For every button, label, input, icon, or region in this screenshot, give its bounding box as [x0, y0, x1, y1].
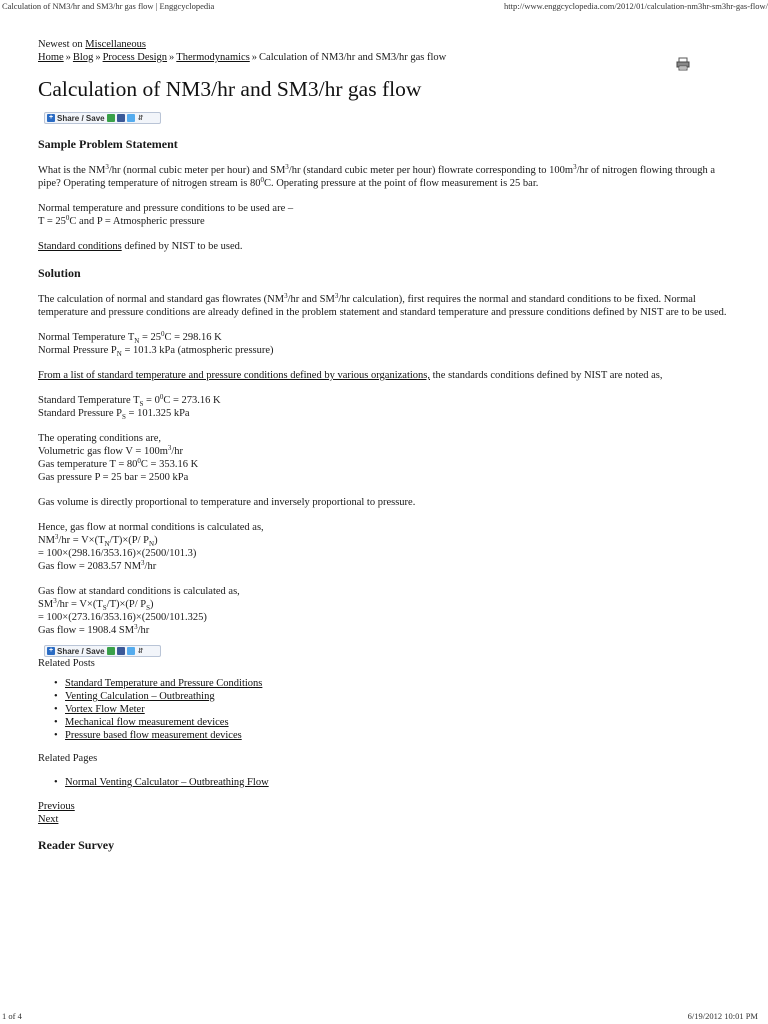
stp-list-link[interactable]: From a list of standard temperature and pressure conditions defined by various organizations, — [38, 370, 430, 381]
print-footer — [0, 1010, 768, 1024]
newest-category-link[interactable]: Miscellaneous — [85, 39, 146, 50]
related-post-link[interactable]: Standard Temperature and Pressure Conditions — [65, 678, 263, 689]
chevron-updown-icon[interactable]: ⇵ — [137, 114, 144, 122]
previous-link[interactable]: Previous — [38, 801, 75, 812]
breadcrumb-home[interactable]: Home — [38, 52, 64, 63]
share-plus-icon: + — [48, 114, 54, 121]
related-page-link[interactable]: Normal Venting Calculator – Outbreathing Flow — [65, 777, 269, 788]
reader-survey-heading: Reader Survey — [38, 838, 115, 852]
list-item — [59, 677, 738, 690]
related-pages-label: Related Pages — [38, 753, 98, 764]
share-plus-icon: + — [48, 647, 54, 654]
list-item — [59, 690, 738, 703]
breadcrumb-blog[interactable]: Blog — [72, 52, 94, 63]
standard-flow-calc: Gas flow at standard conditions is calculated as, $SM^3/hr = V\times(T_S/T)\times(P/$ $P_S$) = 100×(273.16/353.16)×(2500/101.325) Gas flow = 1908.4 $SM^3/hr$ — [38, 586, 240, 636]
twitter-icon[interactable] — [127, 114, 135, 122]
article — [38, 38, 738, 853]
print-timestamp: 6/19/2012 10:01 PM — [687, 1011, 758, 1021]
standard-conditions-link[interactable]: Standard conditions — [38, 241, 122, 252]
standard-conditions-note: Standard conditions defined by NIST to be used. — [38, 241, 243, 252]
chevron-updown-icon[interactable]: ⇵ — [137, 647, 144, 655]
related-posts-list — [38, 677, 738, 742]
normal-values: Normal Temperature $T_N = 25^0C = 298.16$ K Normal Pressure $P_N = 101.3$ kPa (atmospheric pressure) — [38, 330, 274, 358]
post-navigation — [38, 800, 738, 826]
breadcrumb-current: Calculation of NM3/hr and SM3/hr gas flow — [259, 52, 447, 63]
related-post-link[interactable]: Mechanical flow measurement devices — [65, 717, 229, 728]
breadcrumb-separator: » — [95, 52, 101, 63]
newest-prefix: Newest on — [38, 39, 86, 50]
breadcrumb-separator: » — [169, 52, 175, 63]
normal-flow-calc: Hence, gas flow at normal conditions is calculated as, $NM^3/hr = V\times(T_N/T)\times(P/$ $P_N$) = 100×(298.16/353.16)×(2500/101.3) Gas flow = 2083.57 $NM^3/hr$ — [38, 522, 264, 572]
share-green-icon[interactable] — [107, 114, 115, 122]
next-link[interactable]: Next — [38, 814, 59, 825]
breadcrumb-separator: » — [65, 52, 71, 63]
share-save-button-bottom[interactable] — [44, 645, 161, 657]
proportionality-note: Gas volume is directly proportional to temperature and inversely proportional to pressure. — [38, 497, 416, 508]
problem-question: What is the $NM^3/hr$ (normal cubic meter per hour) and $SM^3/hr$ (standard cubic meter per hour) flowrate corresponding to $100m^3/hr$ of nitrogen flowing through a pipe? Operating temperature of nitrogen stream is $80^0C$. Operating pressure at the point of flow measurement is 25 bar. — [38, 163, 716, 189]
standard-values: Standard Temperature $T_S = 0^0C = 273.16$ K Standard Pressure $P_S = 101.325$ kPa — [38, 393, 221, 421]
solution-intro: The calculation of normal and standard gas flowrates ($NM^3/hr$ and $SM^3/hr$ calculation), first requires the normal and standard conditions to be fixed. Normal temperature and pressure conditions are already defined in the problem statement and standard temperature and pressure conditions defined by NIST are to be used. — [38, 292, 727, 318]
share-green-icon[interactable] — [107, 647, 115, 655]
print-header-url: http://www.enggcyclopedia.com/2012/01/calculation-nm3hr-sm3hr-gas-flow/ — [504, 1, 768, 11]
list-item — [59, 716, 738, 729]
page-count: 1 of 4 — [2, 1011, 22, 1021]
share-save-button[interactable] — [44, 112, 161, 124]
breadcrumb-process-design[interactable]: Process Design — [102, 52, 168, 63]
related-post-link[interactable]: Vortex Flow Meter — [65, 704, 145, 715]
print-header-title: Calculation of NM3/hr and SM3/hr gas flow | Enggcyclopedia — [2, 1, 215, 11]
breadcrumb — [38, 51, 738, 65]
facebook-icon[interactable] — [117, 114, 125, 122]
solution-heading: Solution — [38, 266, 81, 280]
operating-conditions: The operating conditions are, Volumetric gas flow $V = 100m^3/hr$ Gas temperature $T = 80^0C = 353.16$ K Gas pressure P = 25 bar = 2500 kPa — [38, 433, 199, 483]
related-post-link[interactable]: Pressure based flow measurement devices — [65, 730, 242, 741]
facebook-icon[interactable] — [117, 647, 125, 655]
normal-conditions: Normal temperature and pressure conditions to be used are – $T = 25^0C$ and P = Atmospheric pressure — [38, 203, 294, 227]
twitter-icon[interactable] — [127, 647, 135, 655]
related-pages-list — [38, 776, 738, 789]
breadcrumb-thermodynamics[interactable]: Thermodynamics — [176, 52, 250, 63]
related-post-link[interactable]: Venting Calculation – Outbreathing — [65, 691, 215, 702]
nist-list-note: From a list of standard temperature and pressure conditions defined by various organizations, the standards conditions defined by NIST are noted as, — [38, 370, 663, 381]
list-item — [59, 729, 738, 742]
newest-on — [38, 38, 738, 51]
page-title: Calculation of NM3/hr and SM3/hr gas flow — [38, 77, 422, 101]
problem-heading: Sample Problem Statement — [38, 137, 178, 151]
related-posts-label: Related Posts — [38, 658, 95, 669]
list-item — [59, 703, 738, 716]
share-save-label: Share / Save — [57, 113, 105, 123]
print-header — [0, 0, 768, 12]
list-item — [59, 776, 738, 789]
share-save-label: Share / Save — [57, 646, 105, 656]
breadcrumb-separator: » — [251, 52, 258, 63]
